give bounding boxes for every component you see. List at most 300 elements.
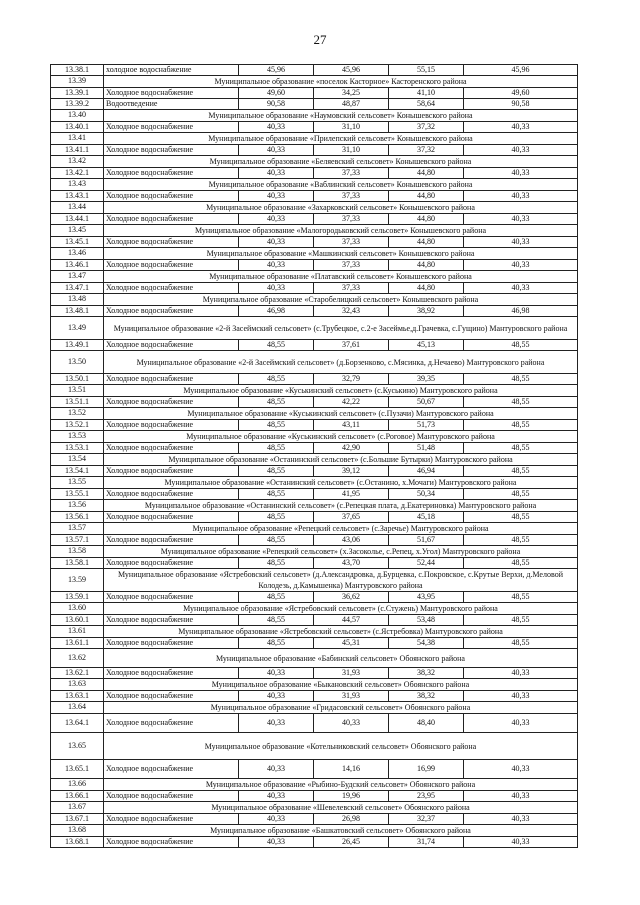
tariff-value-4: 48,55 [464, 535, 578, 546]
tariff-value-3: 38,32 [389, 691, 464, 702]
tariff-value-2: 34,25 [314, 88, 389, 99]
row-code: 13.43 [51, 179, 104, 191]
tariff-value-3: 32,37 [389, 814, 464, 825]
tariff-value-1: 40,33 [239, 760, 314, 779]
tariff-value-4: 40,33 [464, 122, 578, 133]
row-code: 13.61 [51, 626, 104, 638]
table-row [51, 535, 578, 546]
tariff-value-2: 37,33 [314, 260, 389, 271]
row-code: 13.51.1 [51, 397, 104, 408]
row-code: 13.55 [51, 477, 104, 489]
tariff-value-2: 44,57 [314, 615, 389, 626]
tariff-value-2: 32,79 [314, 374, 389, 385]
municipality-name: Муниципальное образование «поселок Касторное» Касторенского района [104, 76, 578, 88]
tariff-value-2: 36,62 [314, 592, 389, 603]
municipality-header-row [51, 603, 578, 615]
row-code: 13.59.1 [51, 592, 104, 603]
row-code: 13.48 [51, 294, 104, 306]
row-code: 13.63.1 [51, 691, 104, 702]
row-code: 13.38.1 [51, 65, 104, 76]
tariff-value-3: 50,34 [389, 489, 464, 500]
tariff-value-1: 40,33 [239, 837, 314, 848]
tariff-value-3: 48,40 [389, 714, 464, 733]
row-code: 13.65.1 [51, 760, 104, 779]
table-row [51, 443, 578, 454]
municipality-header-row [51, 294, 578, 306]
service-name: Холодное водоснабжение [104, 558, 239, 569]
municipality-name: Муниципальное образование «Платавский сельсовет» Конышевского района [104, 271, 578, 283]
tariff-value-3: 43,95 [389, 592, 464, 603]
row-code: 13.53 [51, 431, 104, 443]
municipality-name: Муниципальное образование «Котельниковский сельсовет» Обоянского района [104, 733, 578, 760]
row-code: 13.51 [51, 385, 104, 397]
tariff-value-4: 48,55 [464, 512, 578, 523]
table-row [51, 168, 578, 179]
tariff-value-4: 40,33 [464, 714, 578, 733]
tariff-value-4: 40,33 [464, 814, 578, 825]
municipality-header-row [51, 477, 578, 489]
table-row [51, 837, 578, 848]
row-code: 13.62.1 [51, 668, 104, 679]
tariff-value-1: 49,60 [239, 88, 314, 99]
municipality-name: Муниципальное образование «Куськинский сельсовет» (с.Куськино) Мантуровского района [104, 385, 578, 397]
municipality-name: Муниципальное образование «2-й Засеймский сельсовет» (с.Трубецкое, с.2-е Засеймье,д.Грачевка, с.Гущино) Мантуровского района [104, 317, 578, 340]
tariff-value-3: 41,10 [389, 88, 464, 99]
tariff-value-1: 40,33 [239, 237, 314, 248]
municipality-header-row [51, 523, 578, 535]
tariff-value-1: 48,55 [239, 489, 314, 500]
row-code: 13.54.1 [51, 466, 104, 477]
tariff-value-3: 44,80 [389, 168, 464, 179]
table-row [51, 340, 578, 351]
tariff-value-1: 40,33 [239, 260, 314, 271]
tariff-value-3: 46,94 [389, 466, 464, 477]
tariff-value-1: 48,55 [239, 592, 314, 603]
tariff-value-4: 48,55 [464, 443, 578, 454]
tariff-value-4: 49,60 [464, 88, 578, 99]
municipality-header-row [51, 702, 578, 714]
tariff-value-1: 48,55 [239, 466, 314, 477]
tariff-value-1: 48,55 [239, 397, 314, 408]
tariff-value-3: 55,15 [389, 65, 464, 76]
tariff-value-4: 40,33 [464, 237, 578, 248]
tariff-value-1: 40,33 [239, 145, 314, 156]
municipality-name: Муниципальное образование «Бабинский сельсовет» Обоянского района [104, 649, 578, 668]
service-name: Холодное водоснабжение [104, 791, 239, 802]
tariff-value-1: 48,55 [239, 535, 314, 546]
service-name: Холодное водоснабжение [104, 260, 239, 271]
service-name: Холодное водоснабжение [104, 237, 239, 248]
tariff-table [50, 64, 578, 848]
row-code: 13.62 [51, 649, 104, 668]
service-name: Холодное водоснабжение [104, 145, 239, 156]
table-row [51, 145, 578, 156]
tariff-value-4: 48,55 [464, 340, 578, 351]
tariff-value-3: 51,73 [389, 420, 464, 431]
row-code: 13.52 [51, 408, 104, 420]
municipality-name: Муниципальное образование «Останинский сельсовет» (с.Останино, х.Мочаги) Мантуровского района [104, 477, 578, 489]
tariff-value-2: 43,70 [314, 558, 389, 569]
tariff-value-1: 40,33 [239, 691, 314, 702]
tariff-value-2: 37,61 [314, 340, 389, 351]
tariff-value-4: 40,33 [464, 791, 578, 802]
tariff-value-2: 31,93 [314, 691, 389, 702]
service-name: Холодное водоснабжение [104, 420, 239, 431]
tariff-value-3: 44,80 [389, 260, 464, 271]
row-code: 13.63 [51, 679, 104, 691]
table-row [51, 592, 578, 603]
tariff-value-1: 40,33 [239, 214, 314, 225]
row-code: 13.50.1 [51, 374, 104, 385]
service-name: Холодное водоснабжение [104, 691, 239, 702]
tariff-value-4: 40,33 [464, 191, 578, 202]
municipality-header-row [51, 779, 578, 791]
tariff-value-2: 37,33 [314, 283, 389, 294]
table-row [51, 306, 578, 317]
service-name: Холодное водоснабжение [104, 283, 239, 294]
service-name: Холодное водоснабжение [104, 638, 239, 649]
service-name: Водоотведение [104, 99, 239, 110]
row-code: 13.40.1 [51, 122, 104, 133]
tariff-value-4: 40,33 [464, 283, 578, 294]
municipality-header-row [51, 225, 578, 237]
tariff-value-1: 48,55 [239, 340, 314, 351]
tariff-value-3: 51,48 [389, 443, 464, 454]
tariff-value-3: 16,99 [389, 760, 464, 779]
tariff-value-3: 44,80 [389, 237, 464, 248]
table-row [51, 283, 578, 294]
service-name: холодное водоснабжение [104, 65, 239, 76]
municipality-header-row [51, 649, 578, 668]
row-code: 13.59 [51, 569, 104, 592]
table-row [51, 122, 578, 133]
row-code: 13.64 [51, 702, 104, 714]
municipality-header-row [51, 546, 578, 558]
table-row [51, 374, 578, 385]
row-code: 13.41.1 [51, 145, 104, 156]
table-row [51, 397, 578, 408]
tariff-value-3: 23,95 [389, 791, 464, 802]
tariff-value-2: 45,96 [314, 65, 389, 76]
municipality-name: Муниципальное образование «Рыбино-Будский сельсовет» Обоянского района [104, 779, 578, 791]
municipality-header-row [51, 626, 578, 638]
row-code: 13.54 [51, 454, 104, 466]
table-row [51, 489, 578, 500]
municipality-header-row [51, 408, 578, 420]
tariff-value-3: 37,32 [389, 145, 464, 156]
municipality-name: Муниципальное образование «Старобелицкий сельсовет» Конышевского района [104, 294, 578, 306]
tariff-value-3: 58,64 [389, 99, 464, 110]
tariff-value-4: 40,33 [464, 260, 578, 271]
service-name: Холодное водоснабжение [104, 592, 239, 603]
tariff-value-4: 40,33 [464, 168, 578, 179]
tariff-value-2: 39,12 [314, 466, 389, 477]
tariff-value-4: 40,33 [464, 668, 578, 679]
tariff-value-4: 48,55 [464, 615, 578, 626]
tariff-value-1: 48,55 [239, 420, 314, 431]
tariff-value-2: 45,31 [314, 638, 389, 649]
tariff-value-2: 40,33 [314, 714, 389, 733]
tariff-value-1: 45,96 [239, 65, 314, 76]
municipality-header-row [51, 733, 578, 760]
row-code: 13.67.1 [51, 814, 104, 825]
municipality-header-row [51, 385, 578, 397]
tariff-value-4: 40,33 [464, 691, 578, 702]
municipality-name: Муниципальное образование «Куськинский сельсовет» (с.Пузачи) Мантуровского района [104, 408, 578, 420]
service-name: Холодное водоснабжение [104, 714, 239, 733]
municipality-header-row [51, 179, 578, 191]
row-code: 13.44.1 [51, 214, 104, 225]
tariff-value-2: 48,87 [314, 99, 389, 110]
row-code: 13.68 [51, 825, 104, 837]
table-row [51, 466, 578, 477]
municipality-header-row [51, 431, 578, 443]
service-name: Холодное водоснабжение [104, 489, 239, 500]
tariff-value-1: 48,55 [239, 638, 314, 649]
row-code: 13.45.1 [51, 237, 104, 248]
municipality-name: Муниципальное образование «Гридасовский сельсовет» Обоянского района [104, 702, 578, 714]
table-row [51, 668, 578, 679]
municipality-name: Муниципальное образование «Беляевский сельсовет» Конышевского района [104, 156, 578, 168]
municipality-name: Муниципальное образование «Прилепский сельсовет» Конышевского района [104, 133, 578, 145]
municipality-name: Муниципальное образование «Наумовский сельсовет» Конышевского района [104, 110, 578, 122]
table-row [51, 512, 578, 523]
tariff-value-1: 40,33 [239, 191, 314, 202]
row-code: 13.60 [51, 603, 104, 615]
row-code: 13.39 [51, 76, 104, 88]
row-code: 13.42.1 [51, 168, 104, 179]
tariff-value-2: 42,90 [314, 443, 389, 454]
tariff-value-2: 26,98 [314, 814, 389, 825]
municipality-header-row [51, 569, 578, 592]
tariff-value-4: 48,55 [464, 592, 578, 603]
tariff-value-2: 42,22 [314, 397, 389, 408]
table-row [51, 191, 578, 202]
row-code: 13.66.1 [51, 791, 104, 802]
tariff-table-body [51, 65, 578, 848]
tariff-value-2: 37,33 [314, 168, 389, 179]
row-code: 13.44 [51, 202, 104, 214]
row-code: 13.58.1 [51, 558, 104, 569]
municipality-name: Муниципальное образование «Малогородьковский сельсовет» Конышевского района [104, 225, 578, 237]
tariff-value-3: 39,35 [389, 374, 464, 385]
table-row [51, 558, 578, 569]
service-name: Холодное водоснабжение [104, 615, 239, 626]
service-name: Холодное водоснабжение [104, 340, 239, 351]
row-code: 13.53.1 [51, 443, 104, 454]
tariff-value-4: 48,55 [464, 420, 578, 431]
municipality-header-row [51, 133, 578, 145]
tariff-value-4: 40,33 [464, 145, 578, 156]
tariff-value-2: 43,06 [314, 535, 389, 546]
row-code: 13.65 [51, 733, 104, 760]
tariff-value-2: 37,33 [314, 214, 389, 225]
tariff-value-1: 40,33 [239, 283, 314, 294]
municipality-header-row [51, 825, 578, 837]
tariff-value-3: 38,32 [389, 668, 464, 679]
tariff-value-1: 48,55 [239, 443, 314, 454]
service-name: Холодное водоснабжение [104, 191, 239, 202]
row-code: 13.47 [51, 271, 104, 283]
service-name: Холодное водоснабжение [104, 760, 239, 779]
row-code: 13.47.1 [51, 283, 104, 294]
row-code: 13.64.1 [51, 714, 104, 733]
municipality-name: Муниципальное образование «Ястребовский сельсовет» (д.Александровка, д.Бурцевка, с.Покровское, с.Крутые Верхи, д.Меловой Колодезь, д.Камышенка) Мантуровского района [104, 569, 578, 592]
municipality-name: Муниципальное образование «Машкинский сельсовет» Конышевского района [104, 248, 578, 260]
row-code: 13.66 [51, 779, 104, 791]
tariff-value-3: 31,74 [389, 837, 464, 848]
municipality-name: Муниципальное образование «Куськинский сельсовет» (с.Роговое) Мантуровского района [104, 431, 578, 443]
row-code: 13.45 [51, 225, 104, 237]
tariff-value-2: 43,11 [314, 420, 389, 431]
tariff-value-3: 44,80 [389, 191, 464, 202]
tariff-value-4: 48,55 [464, 558, 578, 569]
tariff-value-3: 38,92 [389, 306, 464, 317]
row-code: 13.57 [51, 523, 104, 535]
tariff-value-1: 48,55 [239, 374, 314, 385]
table-row [51, 65, 578, 76]
municipality-name: Муниципальное образование «Ваблинский сельсовет» Конышевского района [104, 179, 578, 191]
tariff-value-3: 50,67 [389, 397, 464, 408]
table-row [51, 760, 578, 779]
municipality-header-row [51, 454, 578, 466]
tariff-value-2: 37,33 [314, 237, 389, 248]
tariff-value-3: 52,44 [389, 558, 464, 569]
row-code: 13.67 [51, 802, 104, 814]
table-row [51, 88, 578, 99]
tariff-value-1: 40,33 [239, 814, 314, 825]
tariff-value-2: 26,45 [314, 837, 389, 848]
tariff-value-4: 48,55 [464, 374, 578, 385]
municipality-name: Муниципальное образование «Захарковский сельсовет» Конышевского района [104, 202, 578, 214]
table-row [51, 615, 578, 626]
row-code: 13.46.1 [51, 260, 104, 271]
tariff-value-1: 40,33 [239, 668, 314, 679]
municipality-name: Муниципальное образование «Ястребовский сельсовет» (с.Ястребовка) Мантуровского района [104, 626, 578, 638]
service-name: Холодное водоснабжение [104, 466, 239, 477]
table-row [51, 714, 578, 733]
tariff-value-3: 51,67 [389, 535, 464, 546]
tariff-value-4: 46,98 [464, 306, 578, 317]
service-name: Холодное водоснабжение [104, 814, 239, 825]
municipality-name: Муниципальное образование «Репецкий сельсовет» (с.Заречье) Мантуровского района [104, 523, 578, 535]
table-row [51, 638, 578, 649]
tariff-value-3: 45,13 [389, 340, 464, 351]
tariff-value-1: 48,55 [239, 558, 314, 569]
row-code: 13.68.1 [51, 837, 104, 848]
row-code: 13.40 [51, 110, 104, 122]
tariff-value-4: 40,33 [464, 214, 578, 225]
table-row [51, 814, 578, 825]
tariff-value-2: 37,33 [314, 191, 389, 202]
tariff-value-4: 40,33 [464, 837, 578, 848]
municipality-header-row [51, 76, 578, 88]
municipality-header-row [51, 679, 578, 691]
tariff-value-3: 37,32 [389, 122, 464, 133]
tariff-value-4: 48,55 [464, 638, 578, 649]
tariff-value-2: 19,96 [314, 791, 389, 802]
row-code: 13.49.1 [51, 340, 104, 351]
row-code: 13.55.1 [51, 489, 104, 500]
service-name: Холодное водоснабжение [104, 88, 239, 99]
service-name: Холодное водоснабжение [104, 512, 239, 523]
municipality-header-row [51, 110, 578, 122]
tariff-value-2: 32,43 [314, 306, 389, 317]
row-code: 13.46 [51, 248, 104, 260]
municipality-header-row [51, 202, 578, 214]
row-code: 13.50 [51, 351, 104, 374]
tariff-value-4: 40,33 [464, 760, 578, 779]
row-code: 13.41 [51, 133, 104, 145]
page-number: 27 [313, 32, 327, 47]
municipality-header-row [51, 317, 578, 340]
municipality-header-row [51, 802, 578, 814]
row-code: 13.58 [51, 546, 104, 558]
row-code: 13.42 [51, 156, 104, 168]
table-row [51, 260, 578, 271]
row-code: 13.60.1 [51, 615, 104, 626]
row-code: 13.39.1 [51, 88, 104, 99]
row-code: 13.61.1 [51, 638, 104, 649]
row-code: 13.56.1 [51, 512, 104, 523]
municipality-name: Муниципальное образование «Ястребовский сельсовет» (с.Стужень) Мантуровского района [104, 603, 578, 615]
tariff-value-4: 45,96 [464, 65, 578, 76]
tariff-value-1: 40,33 [239, 168, 314, 179]
service-name: Холодное водоснабжение [104, 306, 239, 317]
municipality-header-row [51, 351, 578, 374]
table-row [51, 99, 578, 110]
tariff-value-1: 48,55 [239, 615, 314, 626]
table-row [51, 791, 578, 802]
service-name: Холодное водоснабжение [104, 443, 239, 454]
tariff-value-3: 53,48 [389, 615, 464, 626]
tariff-value-1: 46,98 [239, 306, 314, 317]
tariff-value-1: 40,33 [239, 122, 314, 133]
row-code: 13.48.1 [51, 306, 104, 317]
service-name: Холодное водоснабжение [104, 535, 239, 546]
tariff-value-4: 48,55 [464, 466, 578, 477]
row-code: 13.56 [51, 500, 104, 512]
table-row [51, 214, 578, 225]
tariff-value-2: 31,10 [314, 145, 389, 156]
table-row [51, 237, 578, 248]
row-code: 13.57.1 [51, 535, 104, 546]
tariff-value-1: 90,58 [239, 99, 314, 110]
service-name: Холодное водоснабжение [104, 397, 239, 408]
tariff-value-1: 48,55 [239, 512, 314, 523]
tariff-value-4: 48,55 [464, 489, 578, 500]
service-name: Холодное водоснабжение [104, 122, 239, 133]
tariff-value-4: 48,55 [464, 397, 578, 408]
tariff-value-2: 41,95 [314, 489, 389, 500]
municipality-name: Муниципальное образование «Башкатовский сельсовет» Обоянского района [104, 825, 578, 837]
service-name: Холодное водоснабжение [104, 837, 239, 848]
row-code: 13.49 [51, 317, 104, 340]
service-name: Холодное водоснабжение [104, 168, 239, 179]
table-row [51, 691, 578, 702]
municipality-header-row [51, 271, 578, 283]
municipality-header-row [51, 156, 578, 168]
row-code: 13.39.2 [51, 99, 104, 110]
tariff-value-2: 14,16 [314, 760, 389, 779]
table-row [51, 420, 578, 431]
tariff-value-3: 45,18 [389, 512, 464, 523]
service-name: Холодное водоснабжение [104, 668, 239, 679]
municipality-name: Муниципальное образование «Останинский сельсовет» (с.Репецкая плата, д.Екатериновка) Мантуровского района [104, 500, 578, 512]
municipality-name: Муниципальное образование «Шевелевский сельсовет» Обоянского района [104, 802, 578, 814]
service-name: Холодное водоснабжение [104, 214, 239, 225]
municipality-header-row [51, 248, 578, 260]
